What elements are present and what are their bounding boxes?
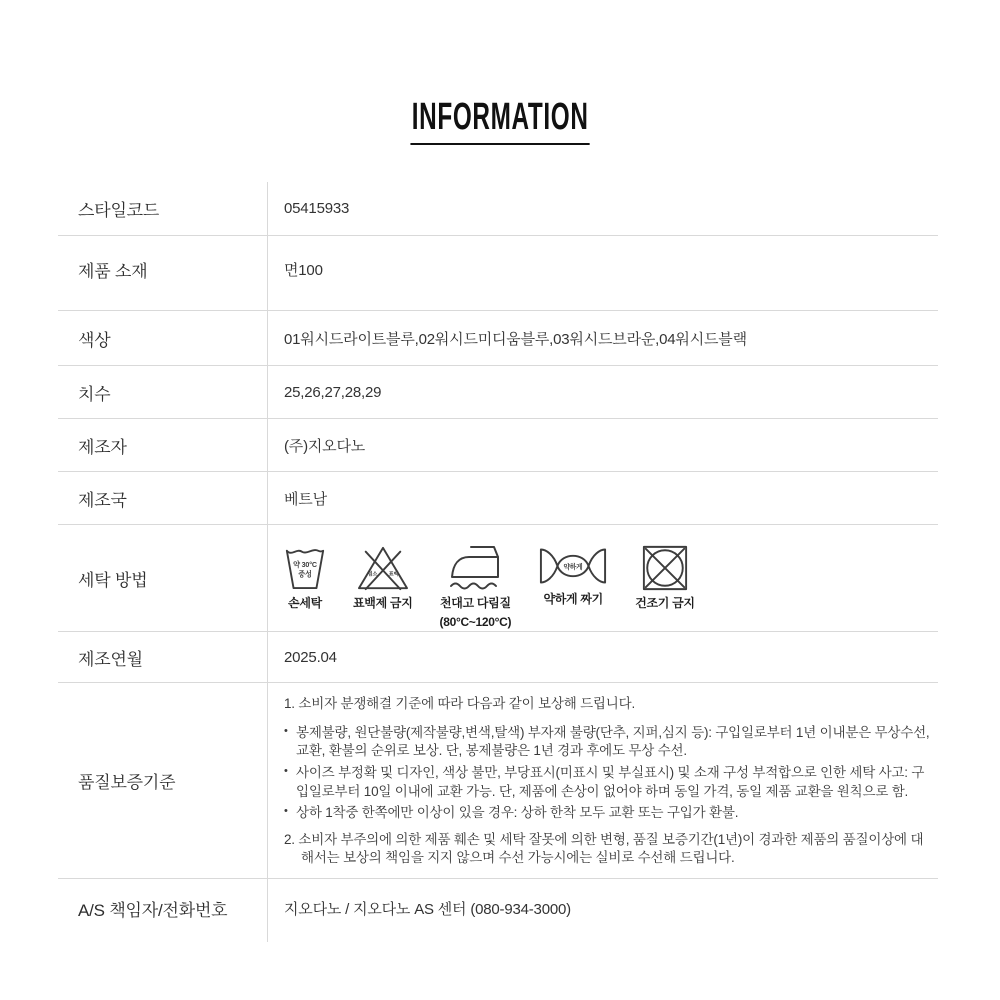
row-value: (주)지오다노 [284,437,366,455]
svg-text:염소: 염소 [367,571,378,578]
care-item-wring [538,544,608,607]
page-title: INFORMATION [410,98,589,145]
row-label: 제품 소재 [78,261,148,281]
svg-text:약하게: 약하게 [563,563,583,571]
care-label: 천대고 다림질 [439,596,511,610]
row-value: 지오다노 / 지오다노 AS 센터 (080-934-3000) [284,901,571,918]
svg-text:약 30°C: 약 30°C [293,561,317,570]
care-item-iron [440,544,512,630]
care-label: 건조기 금지 [635,596,695,610]
row-value: 면100 [284,261,323,279]
table-row-warranty [58,682,938,878]
care-label: 표백제 금지 [353,596,413,610]
warranty-bullet-2: • 사이즈 부정확 및 디자인, 색상 불만, 부당표시(미표시 및 부실표시) 및 소재 구성 부적합으로 인한 세탁 사고: 구입일로부터 10일 이내에 교환 가능. 단, 제품에 손상이 없어야 하며 동일 가격, 동일 제품 교환을 원칙으로 함. [284,764,930,801]
table-row-manufacture-date [58,631,938,682]
care-item-hand-wash [284,544,326,611]
row-label: 제조국 [78,490,127,510]
row-label: 치수 [78,384,111,404]
row-value: 베트남 [284,490,327,508]
row-label: 품질보증기준 [78,773,176,792]
table-row-country [58,471,938,524]
warranty-clause-2: 2. 소비자 부주의에 의한 제품 훼손 및 세탁 잘못에 의한 변형, 품질 보증기간(1년)이 경과한 제품의 품질이상에 대해서는 보상의 책임을 지지 않으며 수선 가능시에는 실비로 수선해 드립니다. [284,831,924,866]
table-row-material [58,235,938,310]
warranty-text [267,681,938,880]
warranty-bullet-3: • 상하 1착중 한쪽에만 이상이 있을 경우: 상하 한착 모두 교환 또는 구입가 환불. [284,804,930,823]
table-row-size [58,365,938,418]
table-row-style-code [58,182,938,235]
care-item-no-bleach [353,544,413,611]
page-header [0,0,1000,145]
svg-text:표백: 표백 [388,571,399,578]
wring-gently-icon [538,544,608,588]
table-row-color [58,310,938,365]
care-label: 약하게 짜기 [543,592,603,606]
row-label: 세탁 방법 [78,570,148,590]
row-value: 25,26,27,28,29 [284,383,382,401]
row-value: 2025.04 [284,648,337,666]
warranty-clause-1: 1. 소비자 분쟁해결 기준에 따라 다음과 같이 보상해 드립니다. [284,696,635,711]
warranty-bullet-1: • 봉제불량, 원단불량(제작불량,변색,탈색) 부자재 불량(단추, 지퍼,심지 등): 구입일로부터 1년 이내분은 무상수선, 교환, 환불의 순위로 보상. 단, 봉제불량은 1년 경과 후에도 무상 수선. [284,724,930,761]
row-label: A/S 책임자/전화번호 [78,901,228,920]
column-divider [267,182,268,942]
row-label: 제조자 [78,437,127,457]
row-label: 색상 [78,330,111,350]
hand-wash-icon [284,544,326,592]
row-value: 05415933 [284,200,350,217]
table-row-as-contact [58,878,938,938]
svg-text:중성: 중성 [298,570,312,579]
row-label: 스타일코드 [78,201,160,220]
care-sublabel: (80°C~120°C) [439,615,512,629]
table-row-manufacturer [58,418,938,471]
care-label: 손세탁 [288,596,322,610]
no-bleach-icon [355,544,411,592]
row-label: 제조연월 [78,649,143,669]
no-tumble-dry-icon [641,544,689,592]
care-item-no-tumble-dry [635,544,695,611]
iron-low-heat-icon [448,544,502,592]
care-icons [267,526,938,630]
product-info-table [58,182,938,938]
row-value: 01워시드라이트블루,02워시드미디움블루,03워시드브라운,04워시드블랙 [284,330,747,348]
table-row-care [58,524,938,631]
